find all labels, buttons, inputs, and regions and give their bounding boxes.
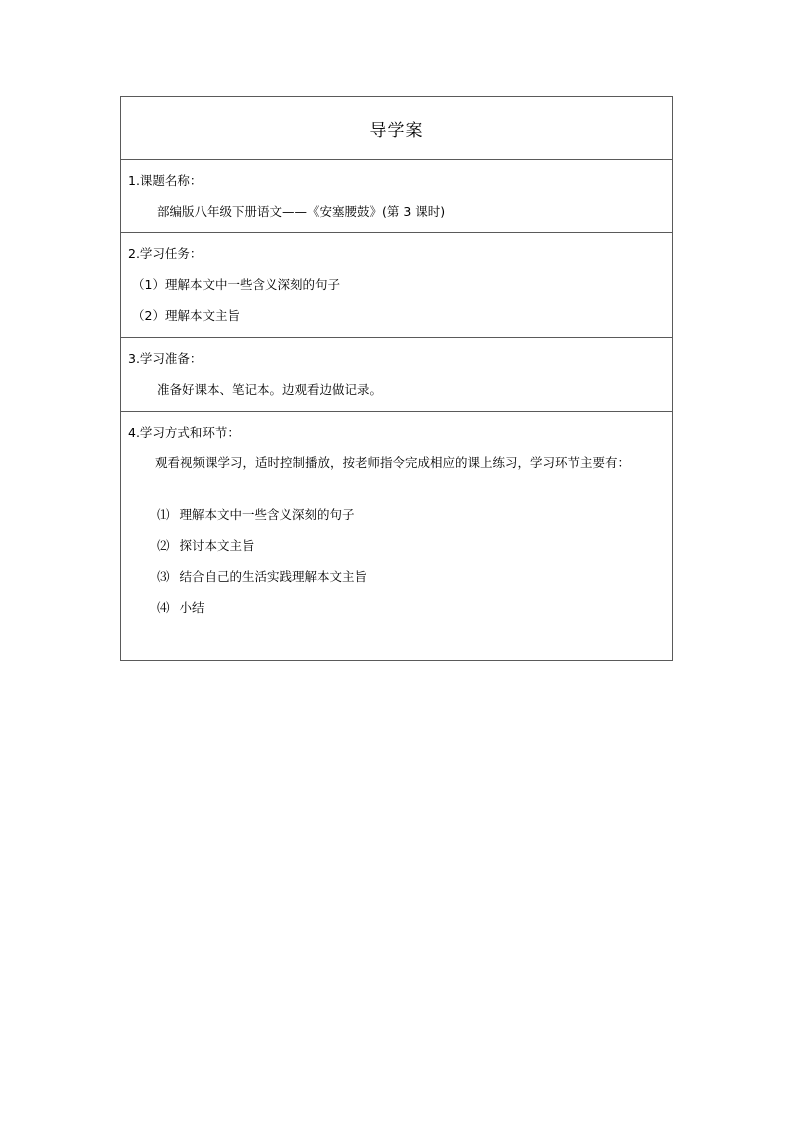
task-item-text: 理解本文主旨 <box>164 308 240 323</box>
step-item-text: 小结 <box>179 600 205 615</box>
section-learning-tasks <box>121 233 672 338</box>
section4-heading: 4.学习方式和环节： <box>128 425 240 440</box>
section-course-name <box>121 160 672 233</box>
step-item <box>157 507 355 523</box>
section3-heading: 3.学习准备： <box>128 351 203 366</box>
document-title: 导学案 <box>369 120 424 141</box>
task-item-number: （1） <box>132 277 165 292</box>
step-item <box>157 569 367 585</box>
course-name-text: 部编版八年级下册语文——《安塞腰鼓》(第 3 课时) <box>157 204 446 219</box>
task-item <box>132 308 240 324</box>
step-item-number: ⑶ <box>157 569 170 584</box>
step-item-text: 结合自己的生活实践理解本文主旨 <box>179 569 368 584</box>
section2-heading: 2.学习任务： <box>128 246 203 261</box>
step-item-number: ⑵ <box>157 538 170 553</box>
task-item <box>132 277 340 293</box>
preparation-text: 准备好课本、笔记本。边观看边做记录。 <box>157 382 383 397</box>
title-row <box>121 97 672 160</box>
step-item-number: ⑷ <box>157 600 170 615</box>
task-item-number: （2） <box>132 308 165 323</box>
section-learning-methods <box>121 412 672 660</box>
section-learning-preparation <box>121 338 672 412</box>
step-item-text: 理解本文中一些含义深刻的句子 <box>179 507 355 522</box>
section1-heading: 1.课题名称： <box>128 173 203 188</box>
step-item-text: 探讨本文主旨 <box>179 538 255 553</box>
step-item <box>157 538 255 554</box>
study-guide-table <box>120 96 673 661</box>
step-item-number: ⑴ <box>157 507 170 522</box>
task-item-text: 理解本文中一些含义深刻的句子 <box>164 277 340 292</box>
step-item <box>157 600 205 616</box>
methods-intro-text: 观看视频课学习，适时控制播放，按老师指令完成相应的课上练习，学习环节主要有： <box>155 455 631 470</box>
